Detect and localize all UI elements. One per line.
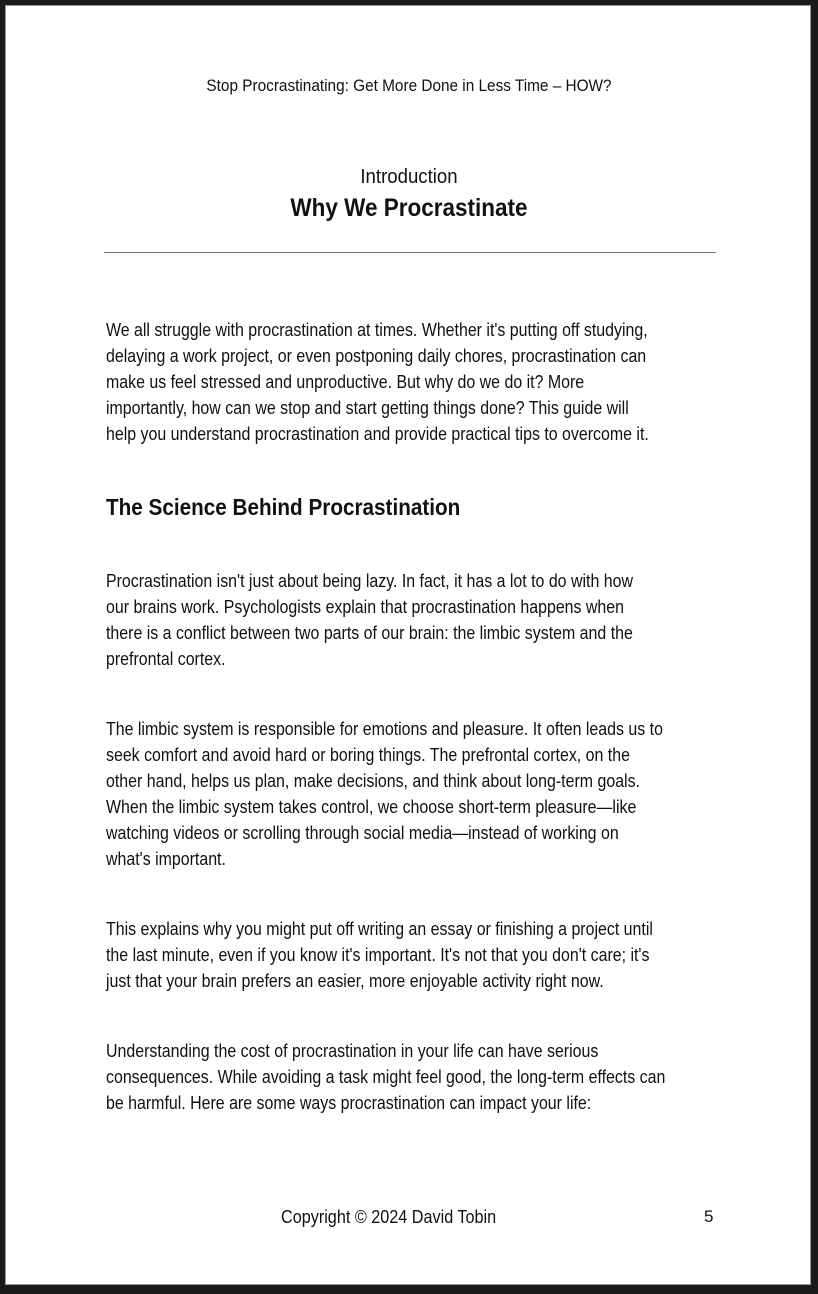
text-line: there is a conflict between two parts of our brain: the limbic system and the: [106, 623, 633, 643]
text-line: Procrastination isn't just about being lazy. In fact, it has a lot to do with how: [106, 571, 633, 591]
text-line: seek comfort and avoid hard or boring things. The prefrontal cortex, on the: [106, 745, 630, 765]
text-line: other hand, helps us plan, make decisions, and think about long-term goals.: [106, 771, 640, 791]
text-line: We all struggle with procrastination at times. Whether it's putting off studying,: [106, 320, 648, 340]
title-divider: [104, 252, 716, 253]
chapter-label: Introduction: [360, 166, 458, 188]
text-line: importantly, how can we stop and start getting things done? This guide will: [106, 398, 629, 418]
text-line: the last minute, even if you know it's important. It's not that you don't care; it's: [106, 945, 650, 965]
text-line: When the limbic system takes control, we choose short-term pleasure—like: [106, 797, 637, 817]
page-number: 5: [704, 1207, 714, 1226]
chapter-title: Why We Procrastinate: [290, 194, 528, 222]
text-line: consequences. While avoiding a task might feel good, the long-term effects can: [106, 1067, 666, 1087]
text-line: Understanding the cost of procrastination in your life can have serious: [106, 1041, 599, 1061]
text-line: help you understand procrastination and provide practical tips to overcome it.: [106, 424, 649, 444]
text-line: make us feel stressed and unproductive. But why do we do it? More: [106, 372, 585, 392]
section-heading: The Science Behind Procrastination: [106, 494, 461, 520]
text-line: be harmful. Here are some ways procrastination can impact your life:: [106, 1093, 592, 1113]
text-line: This explains why you might put off writing an essay or finishing a project until: [106, 919, 653, 939]
text-line: watching videos or scrolling through social media—instead of working on: [106, 823, 619, 843]
running-header: Stop Procrastinating: Get More Done in Less Time – HOW?: [206, 77, 612, 95]
text-line: just that your brain prefers an easier, more enjoyable activity right now.: [106, 971, 604, 991]
text-line: delaying a work project, or even postponing daily chores, procrastination can: [106, 346, 647, 366]
document-page: [5, 5, 811, 1285]
footer-copyright: Copyright © 2024 David Tobin: [281, 1207, 497, 1227]
text-line: prefrontal cortex.: [106, 649, 226, 669]
text-line: our brains work. Psychologists explain that procrastination happens when: [106, 597, 625, 617]
text-line: The limbic system is responsible for emotions and pleasure. It often leads us to: [106, 719, 663, 739]
text-line: what's important.: [106, 849, 226, 869]
